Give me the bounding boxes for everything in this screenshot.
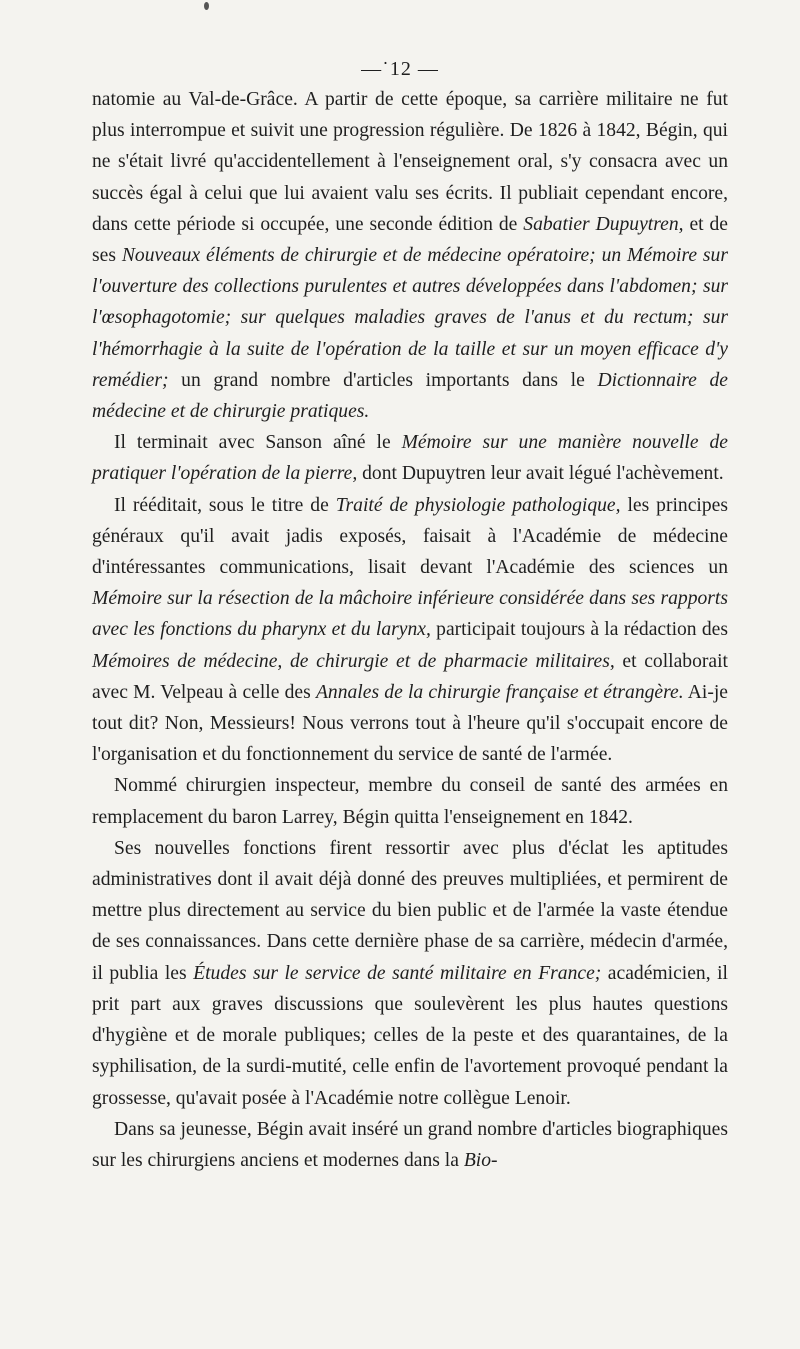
text-run: et collaborait avec M. Velpeau à celle des — [92, 650, 729, 703]
italic-title: Mémoire sur la résection de la mâchoire inférieure considérée dans ses rapports avec les fonctions du pharynx et du larynx, — [92, 588, 728, 641]
paragraph — [92, 490, 728, 771]
italic-title: Traité de physiologie pathologique, — [335, 494, 621, 516]
italic-title: Études sur le service de santé militaire en France; — [193, 962, 602, 984]
text-run: académicien, il prit part aux graves discussions que soulevèrent les plus hautes questions d'hygiène et de morale publiques; celles de la peste et des quarantaines, de la syphilisation, de la surdi-mutité, celle enfin de l'avortement provoqué pendant la grossesse, qu'avait posée à l'Académie notre collègue Lenoir. — [92, 962, 728, 1109]
text-run: Nommé chirurgien inspecteur, membre du conseil de santé des armées en remplacement du baron Larrey, Bégin quitta l'enseignement en 1842. — [92, 775, 728, 828]
italic-title: Mémoires de médecine, de chirurgie et de pharmacie militaires, — [92, 650, 615, 672]
text-run: participait toujours à la rédaction des — [430, 619, 728, 641]
italic-title: Nouveaux éléments de chirurgie et de médecine opératoire; un Mémoire sur l'ouverture des collections purulentes et autres développées dans l'abdomen; sur l'œsophagotomie; sur quelques maladies graves de l'anus et du rectum; sur l'hémorrhagie à la suite de l'opération de la taille et sur un moyen efficace d'y remédier; — [92, 245, 728, 391]
paragraph — [92, 427, 728, 489]
italic-title: Annales de la chirurgie française et étrangère. — [315, 681, 684, 703]
text-run: dont Dupuytren leur avait légué l'achèvement. — [357, 463, 724, 485]
text-run: Il terminait avec Sanson aîné le — [114, 432, 402, 454]
ink-speck — [204, 2, 209, 10]
paragraph — [92, 1114, 728, 1176]
text-run: Ses nouvelles fonctions firent ressortir avec plus d'éclat les aptitudes administratives dont il avait déjà donné des preuves multipliées, et permirent de mettre plus directement au service du bien public et de l'armée la vaste étendue de ses connaissances. Dans cette dernière phase de sa carrière, médecin d'armée, il publia les — [92, 837, 728, 984]
paragraph — [92, 770, 728, 832]
body-text — [92, 84, 728, 1176]
text-run: Dans sa jeunesse, Bégin avait inséré un grand nombre d'articles biographiques sur les chirurgiens anciens et modernes dans la — [92, 1118, 728, 1171]
paragraph — [92, 833, 728, 1114]
text-run: Ai-je tout dit? Non, Messieurs! Nous verrons tout à l'heure qu'il s'occupait encore de l'organisation et du fonctionnement du service de santé de l'armée. — [92, 681, 728, 766]
italic-title: Sabatier Dupuytren, — [523, 213, 684, 235]
text-run: Il rééditait, sous le titre de — [114, 494, 336, 516]
paragraph — [92, 84, 728, 427]
text-run: un grand nombre d'articles importants dans le — [168, 369, 598, 391]
italic-title: Bio- — [463, 1149, 498, 1171]
page-number: —˙12 — — [361, 58, 439, 80]
italic-title: Dictionnaire de médecine et de chirurgie pratiques. — [92, 369, 729, 423]
text-run: et de ses — [92, 213, 728, 267]
text-run: les principes généraux qu'il avait jadis exposés, faisait à l'Académie de médecine d'intéressantes communications, lisait devant l'Académie des sciences un — [92, 494, 728, 579]
text-run: natomie au Val-de-Grâce. A partir de cette époque, sa carrière militaire ne fut plus interrompue et suivit une progression régulière. De 1826 à 1842, Bégin, qui ne s'était livré qu'accidentellement à l'enseignement oral, s'y consacra avec un succès égal à celui que lui avaient valu ses écrits. Il publiait cependant encore, dans cette période si occupée, une seconde édition de — [92, 89, 728, 235]
italic-title: Mémoire sur une manière nouvelle de pratiquer l'opération de la pierre, — [92, 432, 728, 485]
